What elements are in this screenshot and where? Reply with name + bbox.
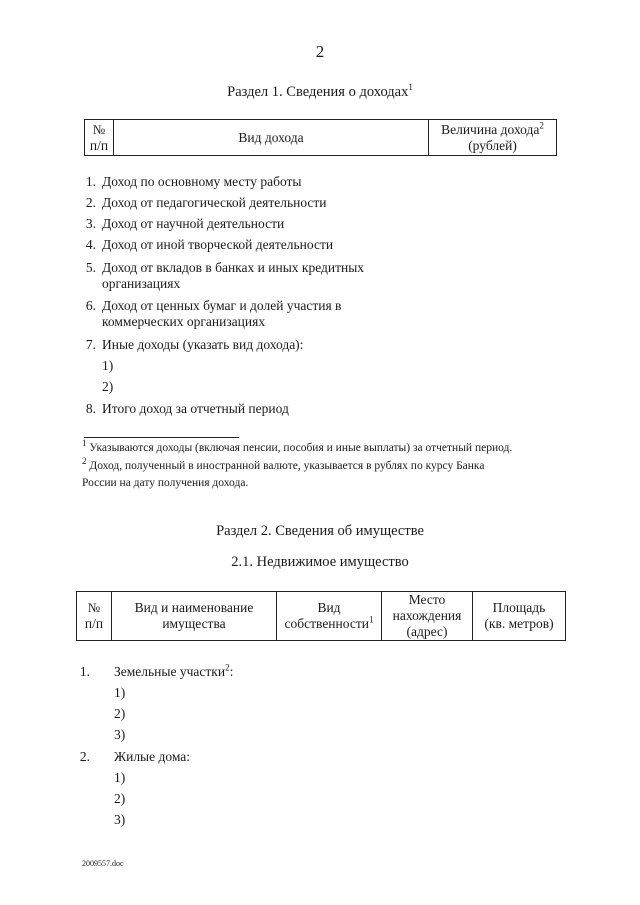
col-income-amount-unit: (рублей)	[468, 137, 517, 153]
item-text: 2)	[114, 791, 126, 806]
section2-subtitle: 2.1. Недвижимое имущество	[231, 554, 409, 570]
item-number: 6.	[85, 298, 96, 313]
item-text: 1)	[114, 685, 126, 700]
col-number: № п/п	[85, 120, 114, 156]
item-text-tail: :	[229, 664, 234, 679]
section1-title-text: Раздел 1. Сведения о доходах	[227, 84, 409, 100]
item-number: 1.	[85, 174, 96, 189]
col-income-type: Вид дохода	[114, 120, 429, 156]
item-text-cont: организациях	[102, 276, 181, 291]
item-number: 4.	[85, 237, 96, 252]
item-text: Доход по основному месту работы	[102, 174, 302, 189]
footnote-2	[82, 458, 582, 474]
col-ownership-note: 1	[368, 614, 374, 625]
item-text: 2)	[102, 379, 114, 394]
col-ownership-l2: собственности	[284, 616, 369, 631]
item-number: 3.	[85, 216, 96, 231]
item-text: 3)	[114, 812, 126, 827]
col-property-name-l2: имущества	[162, 616, 226, 631]
col-location-l1: Место	[408, 592, 446, 607]
col-location-l2: нахождения	[392, 608, 462, 623]
item-note: 2	[225, 662, 230, 673]
item-text: 1)	[114, 770, 126, 785]
section2-title: Раздел 2. Сведения об имуществе	[216, 523, 424, 539]
col-income-amount-note: 2	[539, 120, 544, 130]
item-number: 1.	[79, 664, 90, 679]
item-number: 8.	[85, 401, 96, 416]
item-text-cont: коммерческих организациях	[102, 314, 266, 329]
col-ownership-l1: Вид	[317, 600, 341, 615]
col-income-amount	[429, 120, 557, 156]
item-text: 2)	[114, 706, 126, 721]
item-text: Доход от вкладов в банках и иных кредитных	[102, 260, 365, 275]
item-text: 1)	[102, 358, 114, 373]
item-text-main: Земельные участки	[114, 664, 226, 679]
col-area-l1: Площадь	[492, 600, 546, 615]
footnote-separator	[84, 437, 239, 438]
item-text: Доход от ценных бумаг и долей участия в	[102, 298, 342, 313]
property-table-header	[76, 591, 566, 641]
item-number: 2.	[85, 195, 96, 210]
item-text: Итого доход за отчетный период	[102, 401, 289, 416]
item-text: Доход от педагогической деятельности	[102, 195, 327, 210]
col-number-label: п/п	[84, 616, 104, 631]
item-number: 5.	[85, 260, 96, 275]
footnote-1-mark: 1	[82, 438, 87, 449]
col-location	[382, 592, 473, 641]
item-text: Доход от научной деятельности	[102, 216, 285, 231]
item-text	[114, 663, 434, 680]
item-number: 2.	[79, 749, 90, 764]
footnote-1	[82, 440, 582, 456]
col-area	[473, 592, 566, 641]
col-property-name	[112, 592, 277, 641]
col-location-l3: (адрес)	[406, 624, 448, 639]
item-text: 3)	[114, 727, 126, 742]
item-number: 7.	[85, 337, 96, 352]
footnote-2-cont: России на дату получения дохода.	[82, 477, 249, 489]
footnote-1-text: Указываются доходы (включая пенсии, пособия и иные выплаты) за отчетный период.	[89, 442, 513, 454]
section1-title-note: 1	[408, 82, 413, 93]
col-property-name-l1: Вид и наименование	[134, 600, 254, 615]
col-area-l2: (кв. метров)	[484, 616, 554, 631]
footnote-2-mark: 2	[82, 456, 87, 467]
section1-title	[0, 84, 640, 101]
col-income-amount-label: Величина дохода	[441, 121, 540, 137]
item-text: Иные доходы (указать вид дохода):	[102, 337, 304, 352]
footer-filename: 2009557.doc	[82, 859, 124, 868]
item-text: Доход от иной творческой деятельности	[102, 237, 334, 252]
col-number-label: п/п	[89, 137, 109, 153]
col-ownership	[277, 592, 382, 641]
footnote-2-text: Доход, полученный в иностранной валюте, указывается в рублях по курсу Банка	[89, 460, 485, 472]
col-number: № п/п	[77, 592, 112, 641]
page-number: 2	[315, 42, 325, 61]
income-table-header	[84, 119, 557, 156]
item-text: Жилые дома:	[114, 749, 191, 764]
